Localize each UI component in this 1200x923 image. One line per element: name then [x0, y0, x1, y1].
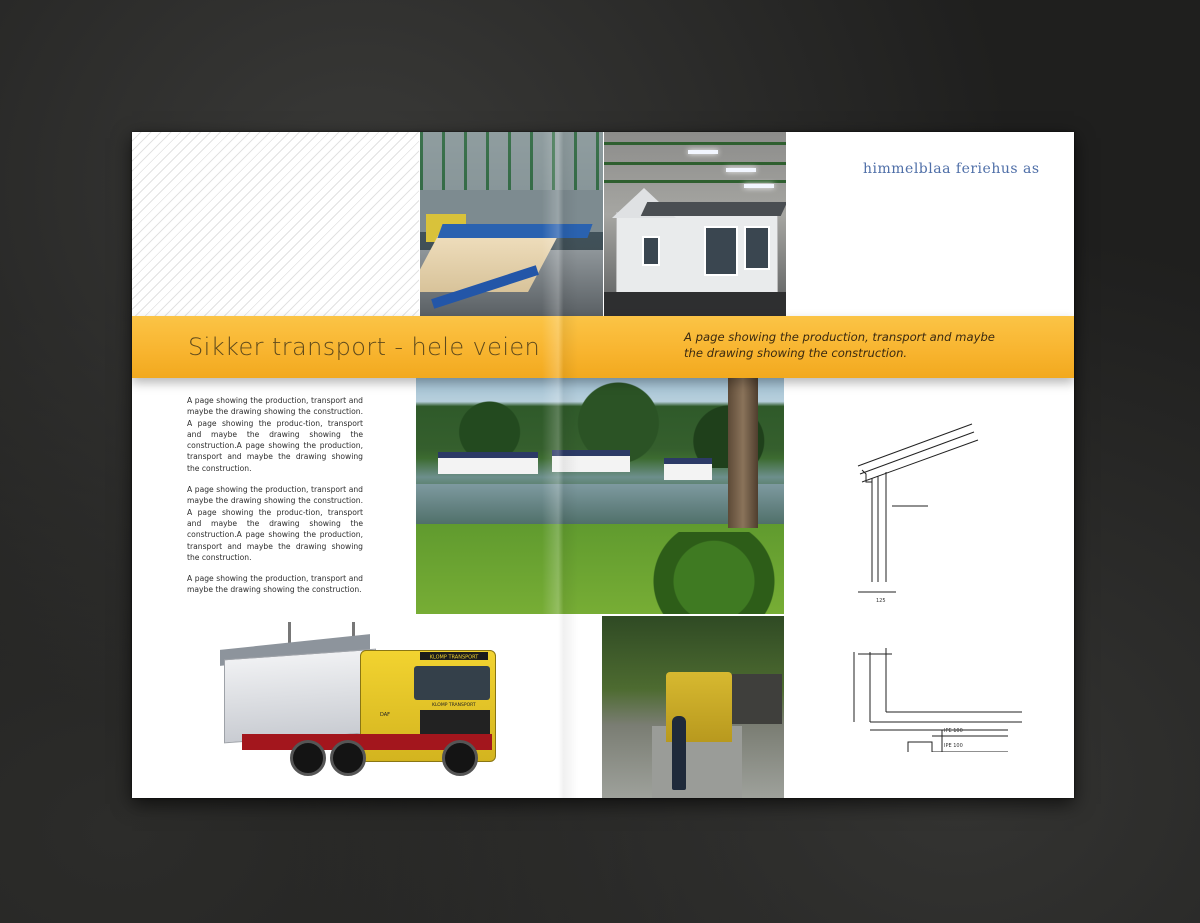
- lake-cabins-photo: [416, 378, 784, 614]
- truck-on-road-photo: [602, 616, 784, 798]
- transport-truck-photo: [220, 622, 496, 790]
- paragraph: A page showing the production, transport and maybe the drawing showing the construction.: [187, 574, 363, 595]
- brand-name: himmelblaa feriehus as: [863, 161, 1040, 177]
- truck-top-banner: KLOMP TRANSPORT: [429, 654, 479, 661]
- hatched-panel: [132, 132, 419, 316]
- production-hall-photo: [420, 132, 603, 316]
- truck-badge: DAF: [380, 712, 391, 718]
- cabin-in-hall-photo: [604, 132, 786, 316]
- page-title: Sikker transport - hele veien: [188, 333, 541, 361]
- drawing-dimension: 125: [876, 598, 886, 604]
- drawing-beam-lower: IPE 100: [944, 743, 963, 749]
- title-banner: [132, 316, 1074, 378]
- banner-subtitle: A page showing the production, transport and maybe the drawing showing the construction.: [684, 330, 995, 360]
- truck-side-text: KLOMP TRANSPORT: [432, 703, 476, 708]
- drawing-beam-upper: IPE 100: [944, 728, 963, 734]
- paragraph: A page showing the production, transport and maybe the drawing showing the construction. A page showing the produc-tion, transport and maybe the drawing showing the construction.A page showing the production, transport and maybe the drawing showing the construction.: [187, 485, 363, 562]
- paragraph: A page showing the production, transport and maybe the drawing showing the construction. A page showing the produc-tion, transport and maybe the drawing showing the construction.A page showing the production, transport and maybe the drawing showing the construction.: [187, 396, 363, 473]
- brochure-spread: [132, 132, 1074, 798]
- body-text: [187, 395, 363, 606]
- construction-drawing: [832, 422, 1032, 752]
